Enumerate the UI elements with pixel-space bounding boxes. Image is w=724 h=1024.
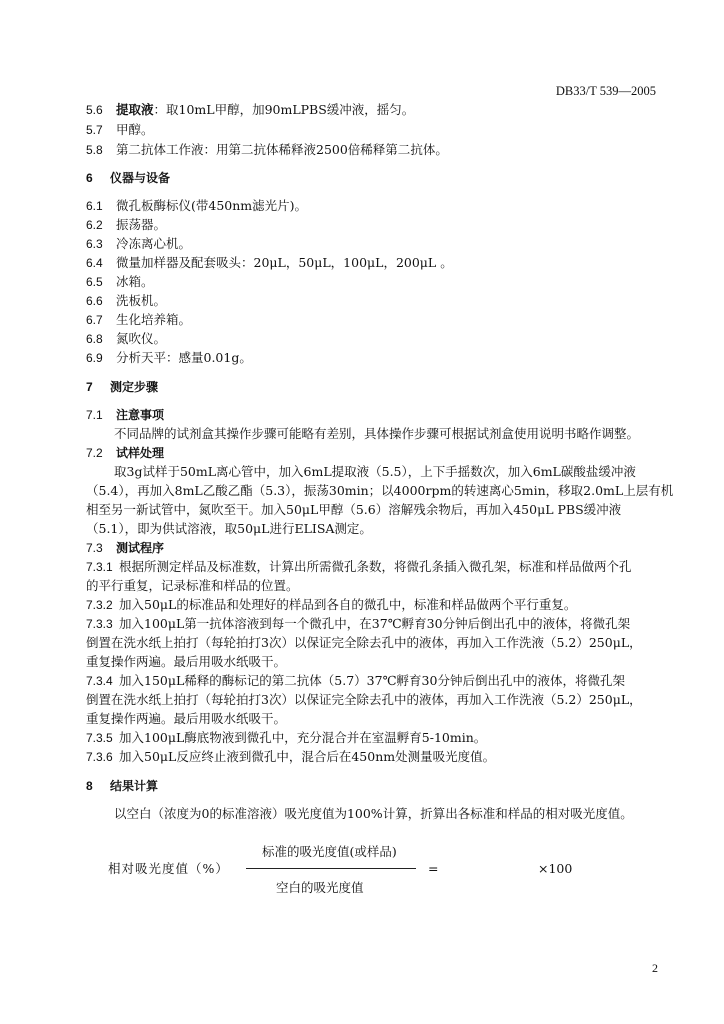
item-number: 7.3.3 <box>86 617 113 631</box>
item-number: 5.8 <box>86 143 103 157</box>
item-number: 7.2 <box>86 446 103 460</box>
item-6-1 <box>86 196 307 216</box>
section-title: 结果计算 <box>110 779 159 793</box>
paragraph-line: 取3g试样于50mL离心管中，加入6mL提取液（5.5），上下手摇数次，加入6mL碳酸盐缓冲液 <box>114 464 636 479</box>
formula-equals: = <box>428 861 439 876</box>
item-text: 冷冻离心机。 <box>116 236 192 251</box>
paragraph-line: （5.1），即为供试溶液，取50μL进行ELISA测定。 <box>86 521 372 536</box>
paragraph-line: 倒置在洗水纸上拍打（每轮拍打3次）以保证完全除去孔中的液体，再加入工作洗液（5.2）250μL， <box>86 635 642 650</box>
fraction-bar <box>246 868 416 869</box>
item-number: 6.2 <box>86 218 103 232</box>
subsection-7-1-body: 不同品牌的试剂盒其操作步骤可能略有差别，具体操作步骤可根据试剂盒使用说明书略作调整。 <box>114 426 640 441</box>
paragraph-line: 加入100μL第一抗体溶液到每一个微孔中，在37℃孵育30分钟后倒出孔中的液体，将微孔架 <box>119 616 631 631</box>
subsection-7-1-heading <box>86 405 164 425</box>
item-number: 6.3 <box>86 237 103 251</box>
item-text: 微量加样器及配套吸头：20μL，50μL，100μL，200μL 。 <box>116 255 453 270</box>
subsection-title: 注意事项 <box>116 408 165 422</box>
item-number: 6.7 <box>86 313 103 327</box>
paragraph-line: 加入100μL酶底物液到微孔中，充分混合并在室温孵育5-10min。 <box>119 730 487 745</box>
item-6-3 <box>86 234 191 254</box>
item-number: 6.4 <box>86 256 103 270</box>
section-6-heading <box>86 168 170 188</box>
paragraph-line: 的平行重复，记录标准和样品的位置。 <box>86 578 299 593</box>
item-text: 冰箱。 <box>116 274 154 289</box>
paragraph-line: 重复操作两遍。最后用吸水纸吸干。 <box>86 654 287 669</box>
item-5-6 <box>86 100 414 120</box>
item-number: 6.5 <box>86 275 103 289</box>
item-6-4 <box>86 253 453 273</box>
item-6-6 <box>86 291 166 311</box>
paragraph-line: 倒置在洗水纸上拍打（每轮拍打3次）以保证完全除去孔中的液体，再加入工作洗液（5.2）250μL， <box>86 692 642 707</box>
step-7-3-1 <box>86 557 632 577</box>
paragraph-line: 相至另一新试管中，氮吹至干。加入50μL甲醇（5.6）溶解残余物后，再加入450μL PBS缓冲液 <box>86 502 622 517</box>
item-text: 甲醇。 <box>116 122 154 137</box>
item-text: 分析天平：感量0.01g。 <box>116 350 252 365</box>
item-5-7 <box>86 120 154 140</box>
item-text: 氮吹仪。 <box>116 331 167 346</box>
subsection-7-2-heading <box>86 443 164 463</box>
item-number: 7.3.2 <box>86 598 113 612</box>
item-number: 5.6 <box>86 103 103 117</box>
item-text: 振荡器。 <box>116 217 167 232</box>
item-6-5 <box>86 272 154 292</box>
page-number: 2 <box>652 961 658 975</box>
paragraph-line: 加入150μL稀释的酶标记的第二抗体（5.7）37℃孵育30分钟后倒出孔中的液体，将微孔架 <box>119 673 625 688</box>
item-number: 6.1 <box>86 199 103 213</box>
item-text: 微孔板酶标仪(带450nm滤光片)。 <box>116 198 308 213</box>
section-8-heading <box>86 776 158 796</box>
step-7-3-2 <box>86 595 576 615</box>
formula-factor: ×100 <box>538 861 573 876</box>
formula-numerator: 标准的吸光度值(或样品) <box>262 844 397 859</box>
section-number: 6 <box>86 171 93 185</box>
section-number: 7 <box>86 380 93 394</box>
item-6-9 <box>86 348 252 368</box>
formula-lhs: 相对吸光度值（%） <box>108 861 229 876</box>
item-number: 7.3.1 <box>86 560 113 574</box>
paragraph-line: 重复操作两遍。最后用吸水纸吸干。 <box>86 711 287 726</box>
item-number: 7.3 <box>86 541 103 555</box>
paragraph-line: 加入50μL反应终止液到微孔中，混合后在450nm处测量吸光度值。 <box>119 749 496 764</box>
section-title: 仪器与设备 <box>110 171 171 185</box>
item-6-7 <box>86 310 191 330</box>
step-7-3-6 <box>86 747 495 767</box>
item-6-8 <box>86 329 166 349</box>
item-text: ：取10mL甲醇，加90mLPBS缓冲液，摇匀。 <box>153 102 415 117</box>
item-number: 7.3.6 <box>86 750 113 764</box>
item-text: 第二抗体工作液：用第二抗体稀释液2500倍稀释第二抗体。 <box>116 142 448 157</box>
item-text: 生化培养箱。 <box>116 312 192 327</box>
subsection-7-3-heading <box>86 538 164 558</box>
item-5-8 <box>86 140 448 160</box>
step-7-3-5 <box>86 728 486 748</box>
paragraph-line: 加入50μL的标准品和处理好的样品到各自的微孔中，标准和样品做两个平行重复。 <box>119 597 577 612</box>
item-number: 7.3.4 <box>86 674 113 688</box>
item-number: 5.7 <box>86 123 103 137</box>
step-7-3-4 <box>86 671 625 691</box>
item-number: 6.8 <box>86 332 103 346</box>
document-code: DB33/T 539—2005 <box>555 84 656 98</box>
subsection-title: 测试程序 <box>116 541 165 555</box>
paragraph-line: （5.4），再加入8mL乙酸乙酯（5.3），振荡30min；以4000rpm的转速离心5min，移取2.0mL上层有机 <box>86 483 674 498</box>
section-7-heading <box>86 377 158 397</box>
section-8-body: 以空白（浓度为0的标准溶液）吸光度值为100%计算，折算出各标准和样品的相对吸光度值。 <box>114 806 633 821</box>
item-number: 6.9 <box>86 351 103 365</box>
item-6-2 <box>86 215 166 235</box>
item-text: 洗板机。 <box>116 293 167 308</box>
paragraph-line: 根据所测定样品及标准数，计算出所需微孔条数，将微孔条插入微孔架，标准和样品做两个孔 <box>119 559 632 574</box>
item-number: 6.6 <box>86 294 103 308</box>
item-number: 7.1 <box>86 408 103 422</box>
formula-denominator: 空白的吸光度值 <box>276 880 364 895</box>
item-number: 7.3.5 <box>86 731 113 745</box>
item-title: 提取液 <box>116 102 154 117</box>
section-number: 8 <box>86 779 93 793</box>
step-7-3-3 <box>86 614 630 634</box>
section-title: 测定步骤 <box>110 380 159 394</box>
subsection-title: 试样处理 <box>116 446 165 460</box>
